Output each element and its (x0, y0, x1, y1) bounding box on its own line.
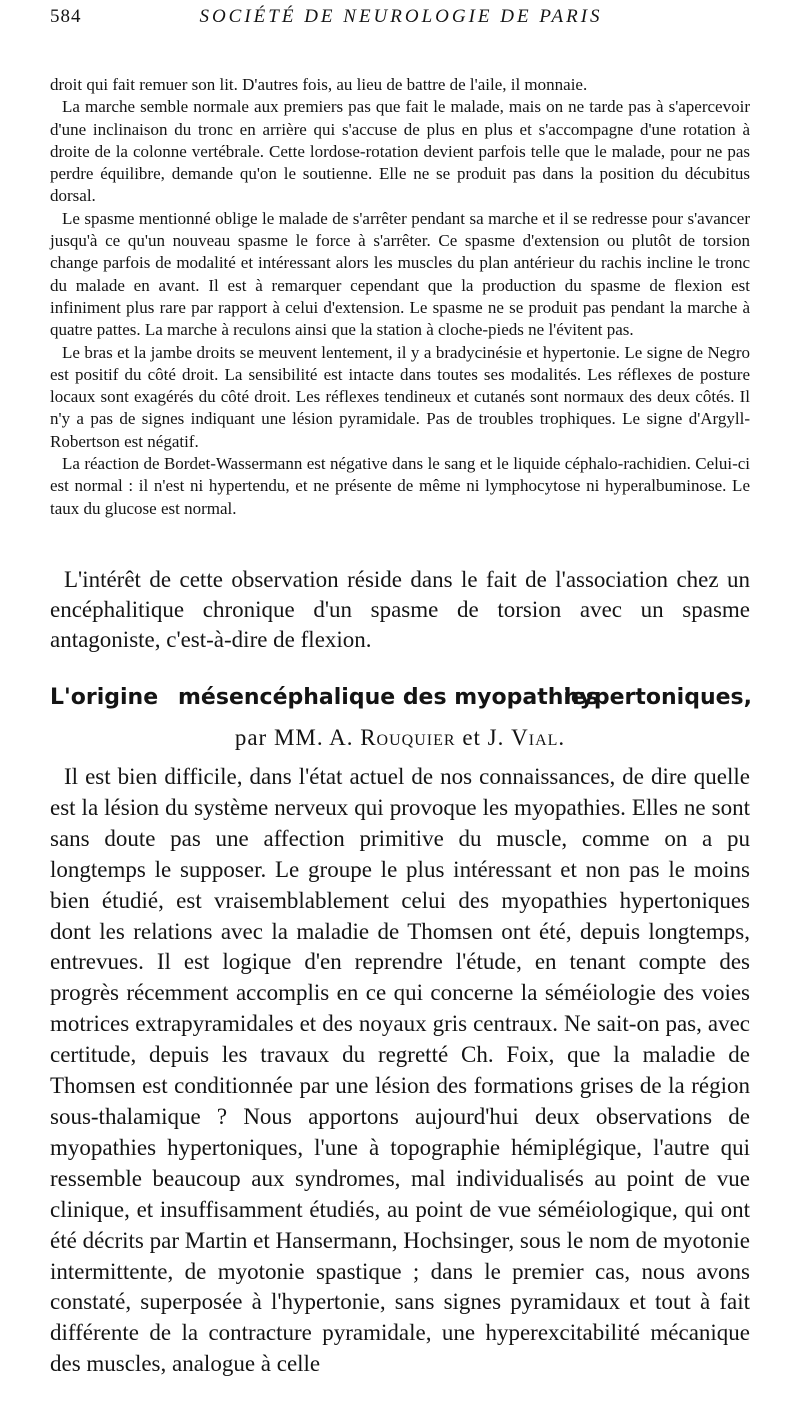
article-byline (0, 725, 800, 751)
paragraph: La marche semble normale aux premiers pas que fait le malade, mais on ne tarde pas à s'apercevoir d'une inclinaison du tronc en arrière qui s'accuse de plus en plus et s'accompagne d'une rotation à droite de la colonne vertébrale. Cette lordose-rotation devient parfois telle que le malade, pour ne pas perdre équilibre, demande qu'on le soutienne. Elle ne se produit pas dans la position du décubitus dorsal. (50, 97, 750, 206)
article-body (50, 762, 750, 1380)
case-report-small-text (50, 74, 750, 520)
paragraph: Le spasme mentionné oblige le malade de s'arrêter pendant sa marche et il se redresse pour s'avancer jusqu'à ce qu'un nouveau spasme le force à s'arrêter. Ce spasme d'extension ou plutôt de torsion change parfois de modalité et intéressant alors les muscles du plan antérieur du rachis incline le tronc du malade en avant. Il est à remarquer cependant que la production du spasme de flexion est infiniment plus rare par rapport à celui d'extension. Le spasme ne se produit pas pendant la marche à quatre pattes. La marche à reculons ainsi que la station à cloche-pieds ne l'évitent pas. (50, 208, 750, 340)
conclusion-block (50, 565, 750, 655)
byline-prefix: par MM. A. (234, 725, 354, 750)
title-part: mésencéphalique des myopathies (178, 685, 599, 710)
page-number: 584 (50, 6, 82, 27)
body-paragraph: Il est bien difficile, dans l'état actuel de nos connaissances, de dire quelle est la lésion du système nerveux qui provoque les myopathies. Elles ne sont sans doute pas une affection primitive du muscle, comme on a pu longtemps le supposer. Le groupe le plus intéressant et non pas le moins bien étudié, est vraisemblablement celui des myopathies hypertoniques dont les relations avec la maladie de Thomsen ont été, depuis longtemps, entrevues. Il est logique d'en reprendre l'étude, en tenant compte des progrès récemment accomplis en ce qui concerne la séméiologie des voies motrices extrapyramidales et des noyaux gris centraux. Ne sait-on pas, avec certitude, depuis les travaux du regretté Ch. Foix, que la maladie de Thomsen est conditionnée par une lésion des formations grises de la région sous-thalamique ? Nous apportons aujourd'hui deux observations de myopathies hypertoniques, l'une à topographie hémiplégique, l'autre qui ressemble beaucoup aux syndromes, mal individualisés au point de vue clinique, et insuffisamment étudiés, au point de vue séméiologique, qui ont été décrits par Martin et Hansermann, Hochsinger, sous le nom de myotonie intermittente, de myotonie spastique ; dans le premier cas, nous avons constaté, superposée à l'hypertonie, sans signes pyramidaux et tout à fait différente de la contracture pyramidale, une hyperexcitabilité mécanique des muscles, analogue à celle (50, 764, 750, 1377)
author-name: Vial. (511, 725, 566, 750)
paragraph: La réaction de Bordet-Wassermann est négative dans le sang et le liquide céphalo-rachidien. Celui-ci est normal : il n'est ni hypertendu, et ne présente de même ni lymphocytose ni hyperalbuminose. Le taux du glucose est normal. (50, 454, 750, 518)
paragraph: Le bras et la jambe droits se meuvent lentement, il y a bradycinésie et hypertonie. Le signe de Negro est positif du côté droit. La sensibilité est intacte dans toutes ses modalités. Les réflexes de posture locaux sont exagérés du côté droit. Les réflexes tendineux et cutanés sont normaux des deux côtés. Il n'y a pas de signes indiquant une lésion pyramidale. Pas de troubles trophiques. Le signe d'Argyll-Robertson est négatif. (50, 342, 750, 451)
page-header (50, 6, 752, 36)
paragraph: droit qui fait remuer son lit. D'autres fois, au lieu de battre de l'aile, il monnaie. (50, 75, 588, 94)
article-title (50, 685, 752, 719)
byline-and: et J. (462, 725, 505, 750)
title-part: L'origine (50, 685, 159, 710)
title-part: hypertoniques, (563, 685, 752, 710)
running-title: SOCIÉTÉ DE NEUROLOGIE DE PARIS (199, 6, 603, 27)
author-name: Rouquier (360, 725, 456, 750)
conclusion-paragraph: L'intérêt de cette observation réside dans le fait de l'association chez un encéphalitique chronique d'un spasme de torsion avec un spasme antagoniste, c'est-à-dire de flexion. (50, 567, 750, 652)
